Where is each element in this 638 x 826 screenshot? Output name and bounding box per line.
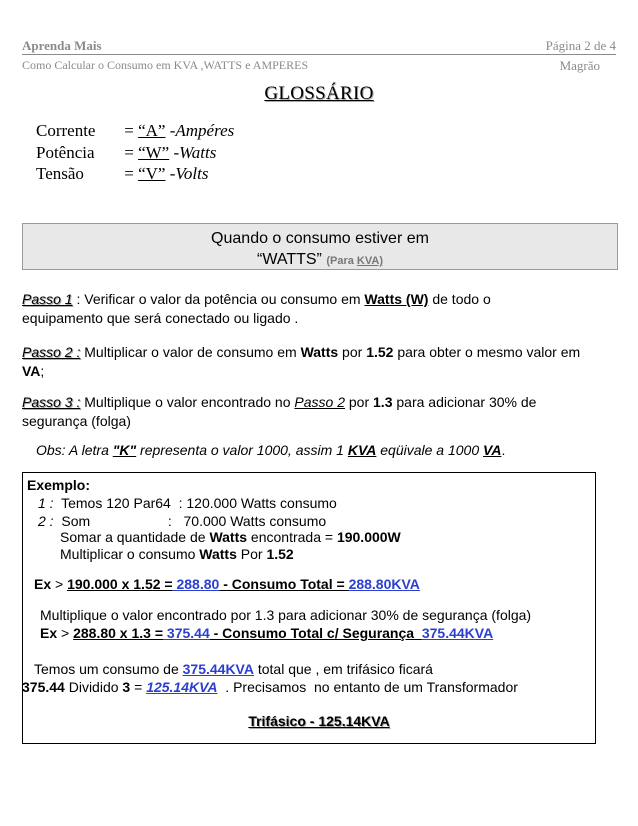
- step-1-bold: Watts (W): [364, 291, 429, 307]
- div-text-f: . Precisamos no entanto de um Transformador: [217, 679, 518, 695]
- sum-text: Somar a quantidade de: [60, 529, 210, 545]
- step-2-label: Passo 2 :: [22, 344, 81, 360]
- tri-total: 375.44KVA: [182, 661, 254, 677]
- section-heading-box: [22, 223, 618, 270]
- step-3-text-c: para adicionar 30% de: [392, 394, 537, 410]
- header-left-title: Aprenda Mais: [22, 38, 102, 53]
- item-2-num: 2 :: [38, 513, 54, 529]
- example-calc-2: [40, 624, 493, 642]
- item-1-text: Temos 120 Par64 : 120.000 Watts consumo: [53, 495, 337, 511]
- step-1-label: Passo 1: [22, 291, 73, 307]
- calc-2-label: - Consumo Total c/ Segurança: [209, 625, 422, 641]
- step-2-bold: Watts: [300, 344, 339, 360]
- obs-kva: KVA: [347, 442, 377, 458]
- example-heading: Exemplo:: [27, 477, 91, 493]
- div-eq: =: [130, 679, 147, 695]
- example-div-line: [22, 678, 518, 696]
- section-watts: “WATTS”: [257, 251, 322, 268]
- step-3-text-b: por: [345, 394, 374, 410]
- section-line2: [23, 249, 617, 272]
- item-1-num: 1 :: [38, 495, 54, 511]
- step-1: [22, 290, 622, 328]
- mult-factor: 1.52: [266, 546, 294, 562]
- div-three: 3: [122, 679, 131, 695]
- section-note-open: (Para: [326, 255, 357, 267]
- tri-text-c: total que , em trifásico ficará: [253, 661, 433, 677]
- sum-total: 190.000W: [336, 529, 401, 545]
- calc-2-total: 375.44KVA: [421, 625, 494, 641]
- step-2-num: 1.52: [366, 344, 394, 360]
- header-author: Magrão: [559, 58, 600, 73]
- header-divider: [22, 54, 616, 55]
- example-add-line: Multiplique o valor encontrado por 1.3 para adicionar 30% de segurança (folga): [40, 607, 532, 623]
- mult-text: Multiplicar o consumo: [60, 546, 200, 562]
- header-subtitle: Como Calcular o Consumo em KVA ,WATTS e AMPERES: [22, 58, 309, 72]
- step-3-line2: segurança (folga): [22, 413, 131, 429]
- calc-1-expr: 190.000 x 1.52 =: [67, 576, 173, 592]
- step-3-ref: Passo 2: [294, 394, 345, 410]
- example-mult-line: [60, 545, 294, 563]
- calc-2-ex: Ex: [40, 625, 58, 641]
- example-sum-line: [60, 528, 401, 546]
- item-2-text: Som : 70.000 Watts consumo: [53, 513, 327, 529]
- glossary-term: Potência: [36, 143, 95, 162]
- obs-va: VA: [483, 442, 502, 458]
- sum-watts: Watts: [209, 529, 248, 545]
- glossary-eq: =: [124, 143, 134, 162]
- glossary-symbol: “A”: [138, 121, 166, 140]
- step-2-va: VA: [22, 363, 41, 379]
- step-1-text-end: de todo o: [428, 291, 491, 307]
- tri-text: Temos um consumo de: [34, 661, 183, 677]
- header-page-number: Página 2 de 4: [545, 38, 616, 53]
- step-3-num: 1.3: [373, 394, 393, 410]
- obs-note: [36, 441, 636, 460]
- glossary-eq: =: [124, 164, 134, 183]
- section-note: [326, 255, 383, 267]
- calc-1-ex: Ex: [34, 576, 52, 592]
- example-item-1: [38, 494, 337, 512]
- glossary-term: Tensão: [36, 164, 84, 183]
- example-tri-line: [34, 660, 433, 678]
- div-value: 375.44: [22, 679, 65, 695]
- sum-text-c: encontrada =: [247, 529, 337, 545]
- glossary-unit: -Watts: [173, 143, 217, 162]
- calc-1-total: 288.80KVA: [348, 576, 420, 592]
- obs-end: .: [501, 442, 506, 458]
- step-2-text: Multiplicar o valor de consumo em: [80, 344, 301, 360]
- glossary-symbol: “W”: [138, 143, 170, 162]
- step-2-end: ;: [40, 363, 45, 379]
- step-3-text: Multiplique o valor encontrado no: [80, 394, 295, 410]
- example-calc-1: [34, 575, 420, 593]
- glossary-eq: =: [124, 121, 134, 140]
- calc-2-expr: 288.80 x 1.3 =: [73, 625, 164, 641]
- glossary-unit: -Ampéres: [169, 121, 235, 140]
- calc-1-gt: >: [51, 576, 68, 592]
- glossary-symbol: “V”: [138, 164, 166, 183]
- calc-1-result: 288.80: [172, 576, 220, 592]
- div-text: Dividido: [64, 679, 123, 695]
- step-3-label: Passo 3 :: [22, 394, 81, 410]
- calc-2-gt: >: [57, 625, 74, 641]
- obs-text: Obs: A letra: [36, 442, 113, 458]
- example-final: Trifásico - 125.14KVA: [248, 713, 390, 729]
- calc-2-result: 375.44: [163, 625, 210, 641]
- glossary-row-voltage: [36, 164, 208, 184]
- glossary-term: Corrente: [36, 121, 96, 140]
- step-3: [22, 393, 622, 431]
- obs-k: "K": [112, 442, 137, 458]
- step-2-text-c: para obter o mesmo valor em: [393, 344, 581, 360]
- step-1-line2: equipamento que será conectado ou ligado .: [22, 310, 299, 326]
- mult-watts: Watts: [199, 546, 237, 562]
- div-result: 125.14KVA: [146, 679, 218, 695]
- mult-text-c: Por: [236, 546, 267, 562]
- section-note-link: KVA): [356, 255, 383, 267]
- calc-1-label: - Consumo Total =: [219, 576, 349, 592]
- glossary-row-power: [36, 143, 216, 163]
- step-2: [22, 343, 622, 381]
- glossary-row-current: [36, 121, 234, 141]
- obs-text-b: representa o valor 1000, assim 1: [136, 442, 348, 458]
- step-1-text: : Verificar o valor da potência ou consumo em: [72, 291, 365, 307]
- glossary-unit: -Volts: [169, 164, 209, 183]
- section-line1: Quando o consumo estiver em: [211, 230, 429, 247]
- glossary-title: GLOSSÁRIO: [264, 83, 374, 104]
- obs-text-c: eqüivale a 1000: [376, 442, 484, 458]
- step-2-text-b: por: [338, 344, 367, 360]
